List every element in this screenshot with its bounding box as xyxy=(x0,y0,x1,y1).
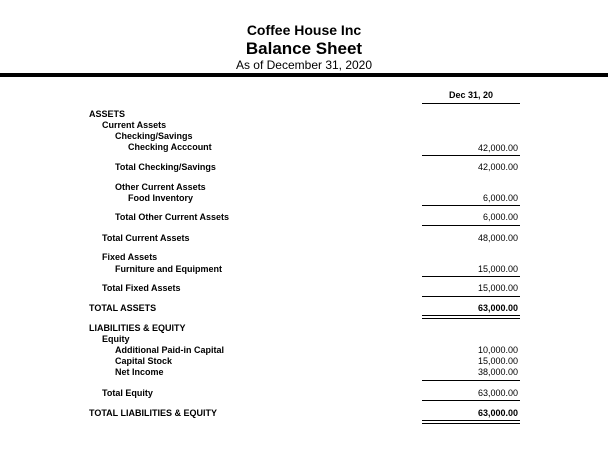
subtotal-rule xyxy=(422,225,520,226)
group-current-assets: Current Assets xyxy=(102,120,167,130)
row-food-inventory: Food Inventory xyxy=(128,193,193,203)
row-furniture-equipment: Furniture and Equipment xyxy=(115,264,222,274)
subtotal-rule xyxy=(422,155,520,156)
amount-total-equity: 63,000.00 xyxy=(477,388,518,398)
total-double-rule xyxy=(422,420,520,424)
amount-furniture-equipment: 15,000.00 xyxy=(477,264,518,274)
subtotal-rule xyxy=(422,296,520,297)
report-date: As of December 31, 2020 xyxy=(235,58,373,72)
group-checking-savings: Checking/Savings xyxy=(115,131,193,141)
row-total-current-assets: Total Current Assets xyxy=(102,233,190,243)
row-total-equity: Total Equity xyxy=(102,388,153,398)
row-net-income: Net Income xyxy=(115,367,164,377)
row-total-fixed-assets: Total Fixed Assets xyxy=(102,283,181,293)
row-total-assets: TOTAL ASSETS xyxy=(89,303,157,313)
amount-additional-paid-in-capital: 10,000.00 xyxy=(477,345,518,355)
row-additional-paid-in-capital: Additional Paid-in Capital xyxy=(115,345,225,355)
row-capital-stock: Capital Stock xyxy=(115,356,173,366)
subtotal-rule xyxy=(422,276,520,277)
group-equity: Equity xyxy=(102,334,130,344)
group-fixed-assets: Fixed Assets xyxy=(102,252,158,262)
company-name: Coffee House Inc xyxy=(246,22,362,38)
amount-food-inventory: 6,000.00 xyxy=(482,193,518,203)
amount-total-liabilities-equity: 63,000.00 xyxy=(477,408,518,418)
row-total-checking-savings: Total Checking/Savings xyxy=(115,162,216,172)
total-double-rule xyxy=(422,315,520,319)
column-header: Dec 31, 20 xyxy=(422,90,520,104)
report-title: Balance Sheet xyxy=(245,39,363,58)
section-liabilities-equity: LIABILITIES & EQUITY xyxy=(89,323,186,333)
row-checking-account: Checking Acccount xyxy=(128,142,212,152)
amount-capital-stock: 15,000.00 xyxy=(477,356,518,366)
amount-total-current-assets: 48,000.00 xyxy=(477,233,518,243)
subtotal-rule xyxy=(422,400,520,401)
amount-total-assets: 63,000.00 xyxy=(477,303,518,313)
amount-total-fixed-assets: 15,000.00 xyxy=(477,283,518,293)
row-total-other-current-assets: Total Other Current Assets xyxy=(115,212,230,222)
amount-net-income: 38,000.00 xyxy=(477,367,518,377)
amount-total-checking-savings: 42,000.00 xyxy=(477,162,518,172)
row-total-liabilities-equity: TOTAL LIABILITIES & EQUITY xyxy=(89,408,218,418)
section-assets: ASSETS xyxy=(89,109,126,119)
subtotal-rule xyxy=(422,205,520,206)
header-divider xyxy=(0,73,608,77)
subtotal-rule xyxy=(422,380,520,381)
amount-checking-account: 42,000.00 xyxy=(477,143,518,153)
amount-total-other-current-assets: 6,000.00 xyxy=(482,212,518,222)
group-other-current-assets: Other Current Assets xyxy=(115,182,206,192)
